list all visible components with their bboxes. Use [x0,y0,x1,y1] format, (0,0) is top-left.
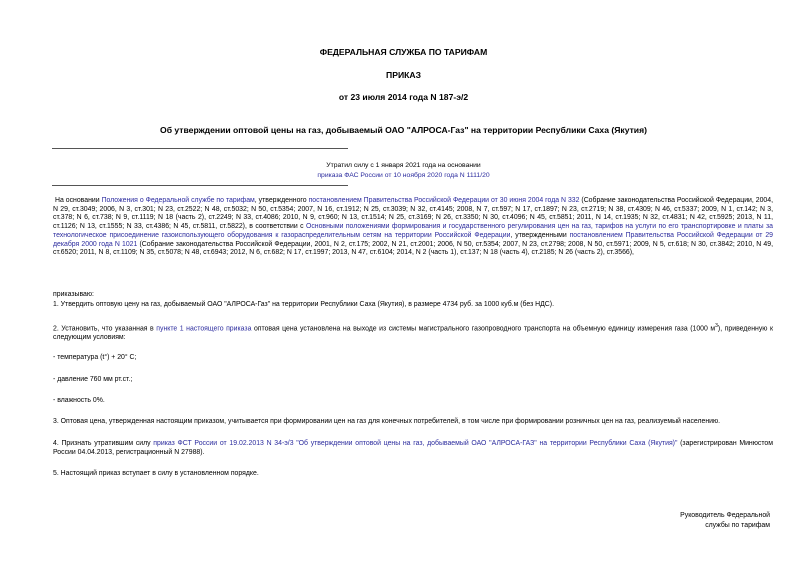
date-number-heading: от 23 июля 2014 года N 187-э/2 [338,92,469,102]
condition-temperature: - температура (t°) + 20° С; [53,354,137,361]
preamble-link-decree-1021[interactable]: постановлением Правительства Российской Федерации от 29 декабря 2000 года N 1021 [53,231,773,248]
item-3: 3. Оптовая цена, утвержденная настоящим приказом, учитывается при формировании цен на газ для конечных потребителей, в том числе при формировании розничных цен на газ, реализуемый населению. [53,418,721,425]
status-note-link[interactable]: приказа ФАС России от 10 ноября 2020 года N 1111/20 [317,172,490,179]
item-2 [53,322,773,343]
preamble-text-4: , утвержденными [510,231,570,239]
divider-top [52,148,348,149]
condition-humidity: - влажность 0%. [53,397,105,404]
preamble-link-decree-332[interactable]: постановлением Правительства Российской Федерации от 30 июня 2004 года N 332 [308,197,580,204]
item-2-text-a: 2. Установить, что указанная в [53,325,157,333]
preamble-text-3: (Собрание законодательства Российской Федерации, 2004, N 29, ст.3049; 2006, N 3, ст.301; N 23, ст.2522; N 48, ст.5032; N 50, ст.5354; 2007, N 16, ст.1912; N 25, ст.3039; N 32, ст.4145; 2008, N 7, ст.597; N 17, ст.1897; N 23, ст.2719; N 38, ст.4309; N 46, ст.5337; 2009, N 1, ст.142; N 3, ст.378; N 6, ст.738; N 9, ст.1119; N 18 (часть 2), ст.2249; N 33, ст.4086; 2010, N 9, ст.960; N 13, ст.1514; N 25, ст.3169; N 26, ст.3350; N 30, ст.4096; N 45, ст.5851; 2011, N 14, ст.1935; N 32, ст.4831; N 42, ст.5925; 2013, N 11, ст.1126; N 13, ст.1555; N 33, ст.4386; N 45, ст.5811, ст.5822), в соответствии с [53,197,774,231]
preamble-paragraph [53,197,773,258]
preamble-link-regulation[interactable]: Положения о Федеральной службе по тарифам [101,197,255,204]
order-word: приказываю: [53,291,94,298]
preamble-text-2: , утвержденного [254,197,309,204]
item-2-text-b: оптовая цена установлена на выходе из системы магистрального газопроводного транспорта на объемную единицу измерения газа (1000 м [251,325,716,333]
item-4 [53,440,773,457]
item-1: 1. Утвердить оптовую цену на газ, добываемый ОАО "АЛРОСА-Газ" на территории Республики Саха (Якутия), в размере 4734 руб. за 1000 куб.м (без НДС). [53,301,554,308]
item-4-text-a: 4. Признать утратившим силу [53,440,154,447]
item-2-sup: 3 [715,323,718,329]
preamble-link-basic-provisions[interactable]: Основными положениями формирования и государственного регулирования цен на газ, тарифов на услуги по его транспортировке и платы за технологическое присоединение газоиспользующего оборудования к газораспределительным сетям на территории Российской Федерации [53,223,773,239]
item-2-link[interactable]: пункте 1 настоящего приказа [156,325,252,333]
status-note-text: Утратил силу с 1 января 2021 года на основании [326,162,481,169]
preamble-text-1: На основании [55,197,102,204]
document-title: Об утверждении оптовой цены на газ, добываемый ОАО "АЛРОСА-Газ" на территории Республики Саха (Якутия) [160,125,647,135]
doc-type-heading: ПРИКАЗ [386,70,421,80]
signature-block [570,511,770,530]
item-4-text-b: (зарегистрирован Минюстом России 04.04.2013, регистрационный N 27988). [53,440,773,456]
condition-pressure: - давление 760 мм рт.ст.; [53,376,133,383]
item-5: 5. Настоящий приказ вступает в силу в установленном порядке. [53,470,259,477]
item-2-text-c: ), приведенную к следующим условиям: [53,325,773,341]
item-4-link[interactable]: приказ ФСТ России от 19.02.2013 N 34-э/3 "Об утверждении оптовой цены на газ, добываемый ОАО "АЛРОСА-ГАЗ" на территории Республики Саха (Якутия)" [153,440,678,447]
divider-bottom [52,185,348,186]
signature-line-2: службы по тарифам [705,521,770,529]
status-note-line [0,172,807,179]
preamble-text-5: (Собрание законодательства Российской Федерации, 2001, N 2, ст.175; 2002, N 21, ст.2001; 2006, N 50, ст.5354; 2007, N 23, ст.2798; 2008, N 50, ст.5971; 2009, N 5, ст.618; N 30, ст.3842; 2010, N 49, ст.6520; 2011, N 8, ст.1109; N 35, ст.5078; N 48, ст.6943; 2012, N 6, ст.682; N 17, ст.1997; 2013, N 47, ст.6104; 2014, N 2 (часть 1), ст.137; N 18 (часть 4), ст.2185; N 26 (часть 2), ст.3566), [53,240,773,257]
agency-heading: ФЕДЕРАЛЬНАЯ СЛУЖБА ПО ТАРИФАМ [319,47,488,57]
signature-line-1: Руководитель Федеральной [680,512,770,519]
